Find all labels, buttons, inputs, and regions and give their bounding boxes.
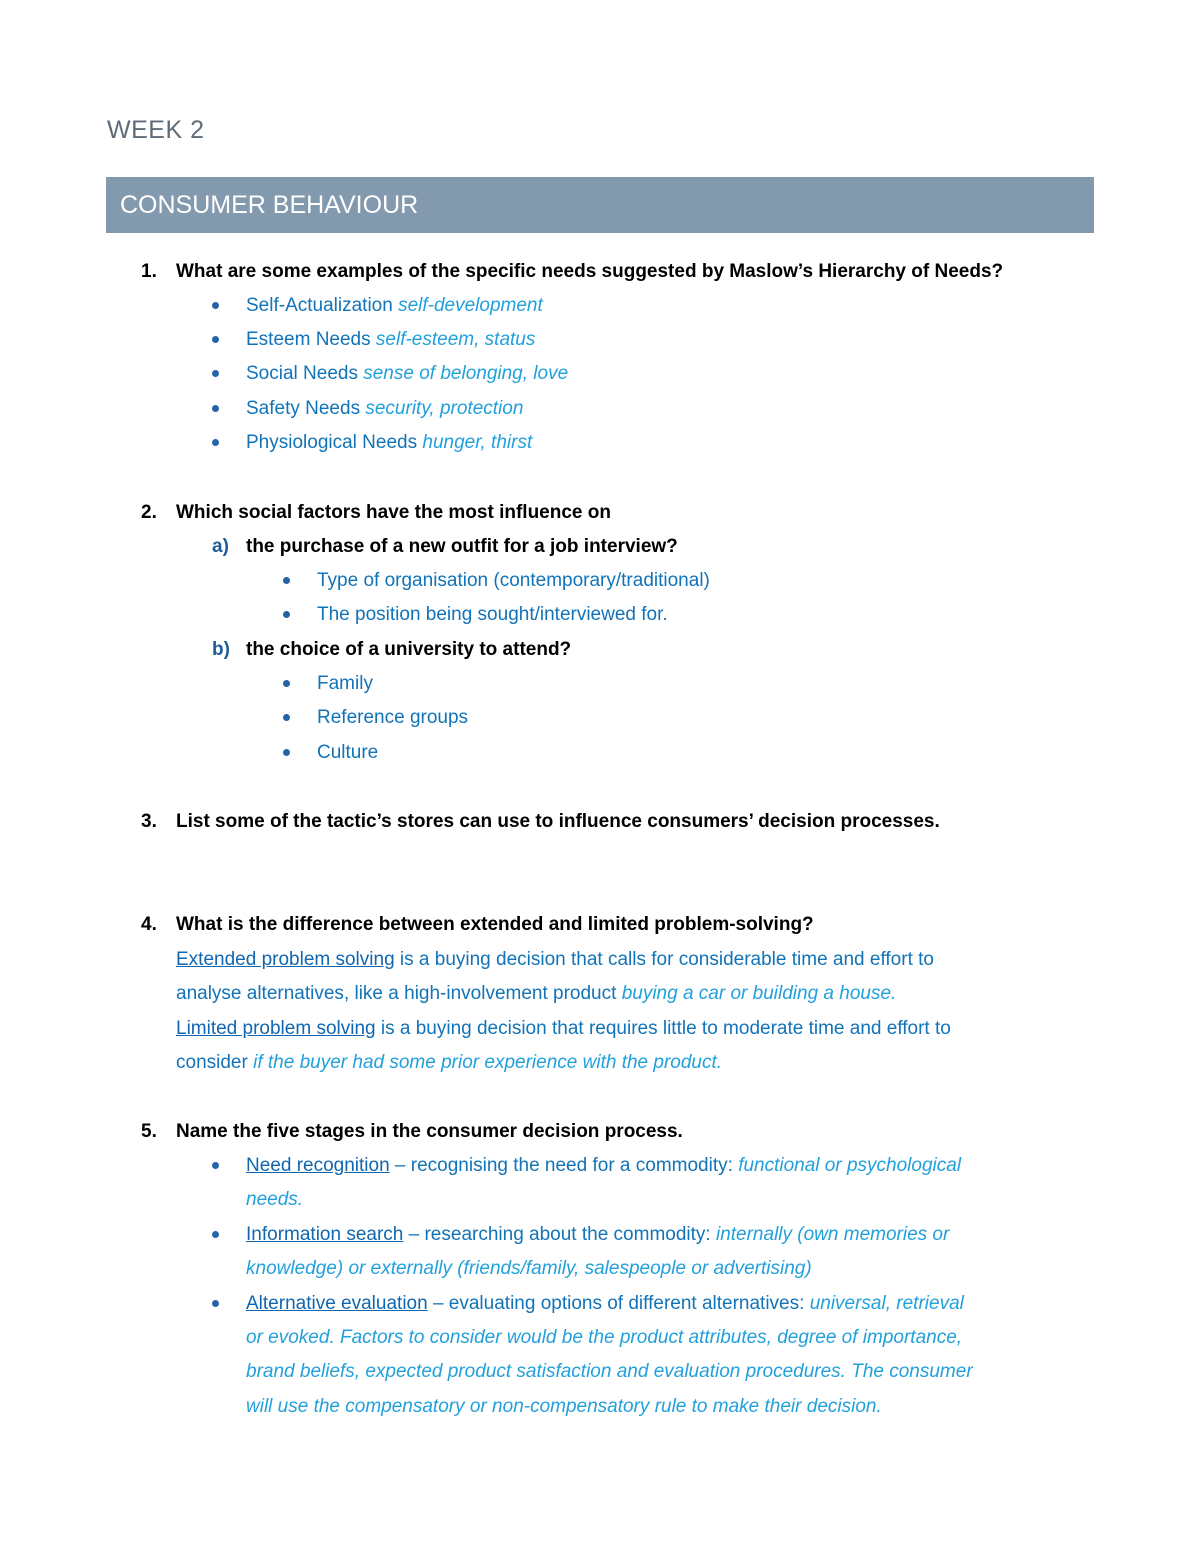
q5-stage-2-cont: knowledge) or externally (friends/family, salespeople or advertising): [246, 1258, 812, 1279]
q4-number: 4.: [141, 914, 157, 935]
q2-b-item: Culture: [317, 742, 379, 763]
bullet-icon: [283, 749, 290, 756]
bullet-icon: [283, 680, 290, 687]
q1-item: Social Needs sense of belonging, love: [246, 363, 569, 384]
q1-item: Self-Actualization self-development: [246, 295, 543, 316]
bullet-icon: [212, 439, 219, 446]
q2-a-item: Type of organisation (contemporary/traditional): [317, 570, 710, 591]
bullet-icon: [283, 611, 290, 618]
q1-item: Esteem Needs self-esteem, status: [246, 329, 536, 350]
bullet-icon: [283, 714, 290, 721]
q2-b-text: the choice of a university to attend?: [246, 639, 572, 660]
q1-item: Safety Needs security, protection: [246, 398, 524, 419]
q3-text: List some of the tactic’s stores can use to influence consumers’ decision processes.: [176, 811, 940, 832]
q5-stage-3-cont: or evoked. Factors to consider would be the product attributes, degree of importance,: [246, 1327, 963, 1348]
q4-text: What is the difference between extended and limited problem-solving?: [176, 914, 814, 935]
bullet-icon: [212, 1231, 219, 1238]
q2-a-letter: a): [212, 536, 229, 557]
q5-text: Name the five stages in the consumer decision process.: [176, 1121, 683, 1142]
bullet-icon: [212, 1300, 219, 1307]
q5-stage-1: Need recognition – recognising the need for a commodity: functional or psychological: [246, 1155, 962, 1176]
q1-number: 1.: [141, 261, 157, 282]
q2-text: Which social factors have the most influence on: [176, 502, 611, 523]
q5-stage-3-cont: will use the compensatory or non-compensatory rule to make their decision.: [246, 1396, 882, 1417]
q4-extended-line1: Extended problem solving is a buying decision that calls for considerable time and effort to: [176, 949, 934, 970]
q2-a-text: the purchase of a new outfit for a job interview?: [246, 536, 678, 557]
bullet-icon: [283, 577, 290, 584]
q5-stage-3: Alternative evaluation – evaluating options of different alternatives: universal, retrieval: [246, 1293, 964, 1314]
section-title: CONSUMER BEHAVIOUR: [120, 191, 419, 219]
q2-b-item: Family: [317, 673, 373, 694]
q2-number: 2.: [141, 502, 157, 523]
q5-number: 5.: [141, 1121, 157, 1142]
q2-b-letter: b): [212, 639, 230, 660]
bullet-icon: [212, 370, 219, 377]
q4-limited-line2: consider if the buyer had some prior experience with the product.: [176, 1052, 723, 1073]
week-heading: WEEK 2: [107, 116, 205, 144]
q1-text: What are some examples of the specific needs suggested by Maslow’s Hierarchy of Needs?: [176, 261, 1004, 282]
bullet-icon: [212, 405, 219, 412]
bullet-icon: [212, 302, 219, 309]
q4-extended-line2: analyse alternatives, like a high-involvement product buying a car or building a house.: [176, 983, 897, 1004]
q2-a-item: The position being sought/interviewed for.: [317, 604, 668, 625]
bullet-icon: [212, 336, 219, 343]
q4-limited-line1: Limited problem solving is a buying decision that requires little to moderate time and effort to: [176, 1018, 951, 1039]
section-banner: [106, 177, 1094, 233]
q5-stage-2: Information search – researching about the commodity: internally (own memories or: [246, 1224, 950, 1245]
q5-stage-1-cont: needs.: [246, 1189, 304, 1210]
q1-item: Physiological Needs hunger, thirst: [246, 432, 533, 453]
q5-stage-3-cont: brand beliefs, expected product satisfaction and evaluation procedures. The consumer: [246, 1361, 973, 1382]
bullet-icon: [212, 1162, 219, 1169]
q2-b-item: Reference groups: [317, 707, 469, 728]
q3-number: 3.: [141, 811, 157, 832]
